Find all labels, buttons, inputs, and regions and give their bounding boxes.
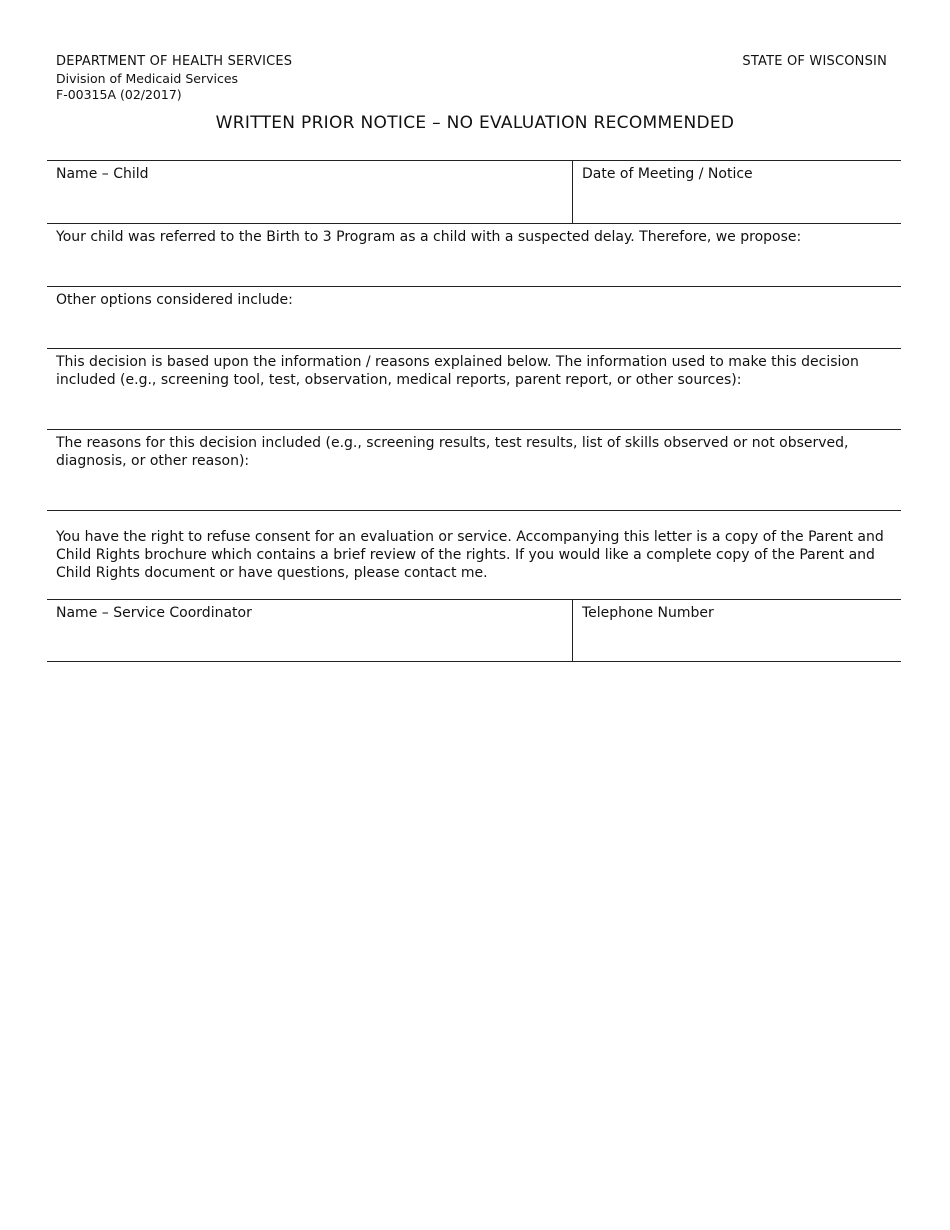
form-title: WRITTEN PRIOR NOTICE – NO EVALUATION RECOMMENDED (215, 113, 735, 133)
reasons-label: The reasons for this decision included (e.g., screening results, test results, list of skills observed or not observed, diagnosis, or other reason): (56, 435, 849, 469)
row-information (47, 348, 901, 429)
state-name: STATE OF WISCONSIN (742, 54, 887, 69)
row-other-options (47, 286, 901, 348)
telephone-field[interactable] (573, 600, 901, 661)
other-options-field[interactable] (47, 287, 901, 348)
notice-form (47, 160, 901, 662)
form-number: F-00315A (02/2017) (56, 87, 182, 102)
rights-statement: You have the right to refuse consent for an evaluation or service. Accompanying this letter is a copy of the Parent and Child Rights brochure which contains a brief review of the rights. If you would like a complete copy of the Parent and Child Rights document or have questions, please contact me. (56, 529, 884, 581)
information-label: This decision is based upon the information / reasons explained below. The information used to make this decision included (e.g., screening tool, test, observation, medical reports, parent report, or other sources): (56, 354, 859, 388)
proposal-field[interactable] (47, 224, 901, 286)
header-agency-block (56, 54, 292, 104)
row-proposal (47, 223, 901, 286)
row-coordinator-phone (47, 599, 901, 662)
row-rights (47, 510, 901, 599)
coordinator-name-field[interactable] (47, 600, 573, 661)
row-child-date (47, 160, 901, 223)
other-options-label: Other options considered include: (56, 292, 293, 308)
reasons-field[interactable] (47, 430, 901, 510)
child-name-label: Name – Child (56, 166, 149, 182)
information-field[interactable] (47, 349, 901, 429)
meeting-date-label: Date of Meeting / Notice (582, 166, 753, 182)
meeting-date-field[interactable] (573, 161, 901, 223)
department-name: DEPARTMENT OF HEALTH SERVICES (56, 54, 293, 69)
child-name-field[interactable] (47, 161, 573, 223)
division-name: Division of Medicaid Services (56, 70, 239, 86)
coordinator-name-label: Name – Service Coordinator (56, 605, 252, 621)
telephone-label: Telephone Number (582, 605, 714, 621)
row-reasons (47, 429, 901, 510)
proposal-label: Your child was referred to the Birth to 3 Program as a child with a suspected delay. Therefore, we propose: (56, 229, 802, 245)
